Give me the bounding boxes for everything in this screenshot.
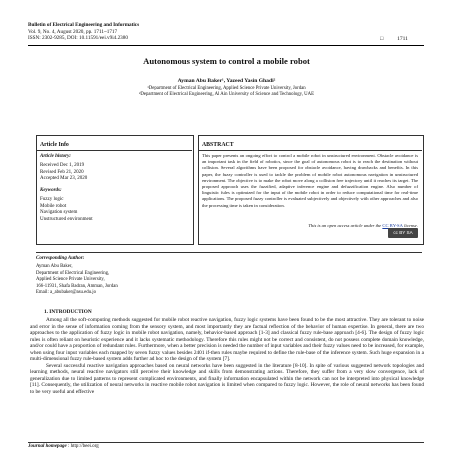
license-prefix: This is an open access article under the xyxy=(308,223,383,228)
introduction-body xyxy=(30,317,424,396)
journal-name: Bulletin of Electrical Engineering and Informatics xyxy=(28,22,140,28)
page-number: 1711 xyxy=(397,36,408,42)
header-divider xyxy=(28,45,424,46)
corresponding-department: Department of Electrical Engineering, xyxy=(36,270,110,276)
cc-license-badge-icon[interactable]: cc BY SA xyxy=(388,228,418,238)
keyword-item: Fuzzy logic xyxy=(40,197,64,202)
paragraph: Several successful reactive navigation approaches based on neural networks have been suggested in the literature [8-10]. In spite of various suggested network topologies and learning methods, neural reactive navigators still perceive their knowledge and skills from demonstrating actions. Therefore, they suffer from a very slow convergence, lack of generalization due to limited patterns to represent complicated environments, and finally information encapsulated within the network can not be interpreted into physical knowledge [11]. Consequently, the utilization of neural networks in reactive mobile robot navigation is limited when compared to fuzzy logic. However, the role of neural networks has been found to be very useful and effective xyxy=(30,362,424,396)
article-info-divider xyxy=(36,150,192,151)
paragraph: Among all the soft-computing methods suggested for mobile robot reactive navigation, fuzzy logic systems have been found to be the most attractive. They are tolerant to noise and error in the sense of information coming from the sensory system, and most importantly they are factual reflection of the behavior of human expertise. In general, there are two approaches to the application of fuzzy logic in mobile robot navigation, namely, behavior-based approach [1-3] and classical fuzzy rule-base approach [4-6]. The design of fuzzy logic rules is often reliant on heuristic experience and it lacks systematic methodology. Therefore this rules might not be correct and consistent, do not possess complete domain knowledge, and/or could have a proportion of redundant rules. Furthermore, when a better precision is needed the number of input variables and their fuzzy values need to be increased, for example, when using four input variables each mapped by seven fuzzy values besides 2401 if-then rules maybe required to define the rule-base of the inference system. Such huge expansion in a multi-dimensional fuzzy rule-based system adds further ad hoc to the design of the system [7]. xyxy=(30,317,424,363)
accepted-date: Accepted Mar 23, 2020 xyxy=(40,176,88,182)
homepage-label: Journal homepage xyxy=(28,444,67,449)
article-history-label: Article history: xyxy=(40,154,71,159)
corresponding-email[interactable]: Email: a_abubaker@asu.edu.jo xyxy=(36,290,96,295)
abstract-text: This paper presents an ongoing effort to control a mobile robot in unstructured environment. Obstacle avoidance is an important task in the field of robotics, since the goal of autonomous robot is to reach the destination without collision. Several algorithms have been proposed for obstacle avoidance, having drawbacks and benefits. In this paper, the fuzzy controller is used to tackle the problem of mobile robot autonomous navigation in unstructured environment. The objective is to make the robot move along a collision free trajectory until it reaches its target. The proposed approach uses the fuzzified, adaptive inference engine and defuzzification engine. Also number of linguistic fules is optimized for the input of the mobile robot in order to reduce computational time for real-time applications. The proposed fuzzy controller is evaluated subjectively and objectively with other approaches and also the processing time is taken in consideration. xyxy=(202,153,418,208)
corresponding-author-heading: Corresponding Author: xyxy=(36,256,85,261)
author-list: Ayman Abu Baker¹, Yazeed Yasin Ghadi² xyxy=(177,78,276,84)
corresponding-divider xyxy=(36,252,422,253)
journal-page-number xyxy=(380,36,408,42)
paper-title: Autonomous system to control a mobile robot xyxy=(143,56,310,66)
journal-footer xyxy=(28,444,99,449)
license-suffix: license. xyxy=(402,223,418,228)
journal-issn: ISSN: 2302-9285, DOI: 10.11591/eei.v9i4.2380 xyxy=(28,35,128,42)
footer-divider xyxy=(28,442,424,443)
received-date: Received Dec 1, 2019 xyxy=(40,163,85,168)
keyword-item: Navigation system xyxy=(40,210,78,216)
keyword-item: Unstructured environment xyxy=(40,216,93,222)
abstract-divider xyxy=(198,150,422,151)
journal-volume: Vol. 9, No. 4, August 2020, pp. 1711~1717 xyxy=(28,28,118,35)
keyword-list xyxy=(40,197,93,223)
article-info-heading: Article Info xyxy=(40,142,69,148)
keywords-label: Keywords: xyxy=(40,188,62,193)
affiliation-1: ¹Department of Electrical Engineering, Applied Science Private University, Jordan xyxy=(147,86,306,91)
corresponding-name: Ayman Abu Baker, xyxy=(36,264,73,269)
keyword-item: Mobile robot xyxy=(40,203,67,209)
section-heading-introduction: 1. INTRODUCTION xyxy=(44,309,92,315)
corresponding-author-details xyxy=(36,264,118,297)
page-marker-icon: □ xyxy=(380,36,384,42)
journal-header xyxy=(28,22,139,42)
corresponding-address: 166-11931, Shafa Badran, Amman, Jordan xyxy=(36,283,118,289)
abstract-heading: ABSTRACT xyxy=(202,142,234,148)
revised-date: Revised Feb 21, 2020 xyxy=(40,169,84,175)
license-link[interactable]: CC BY-SA xyxy=(382,223,403,228)
corresponding-university: Applied Science Private University, xyxy=(36,277,105,282)
affiliation-2: ²Department of Electrical Engineering, Al Ain University of Science and Technology, UAE xyxy=(138,92,315,97)
license-line xyxy=(202,223,418,228)
article-history xyxy=(40,163,87,183)
homepage-url[interactable]: : http://beei.org xyxy=(68,444,99,449)
